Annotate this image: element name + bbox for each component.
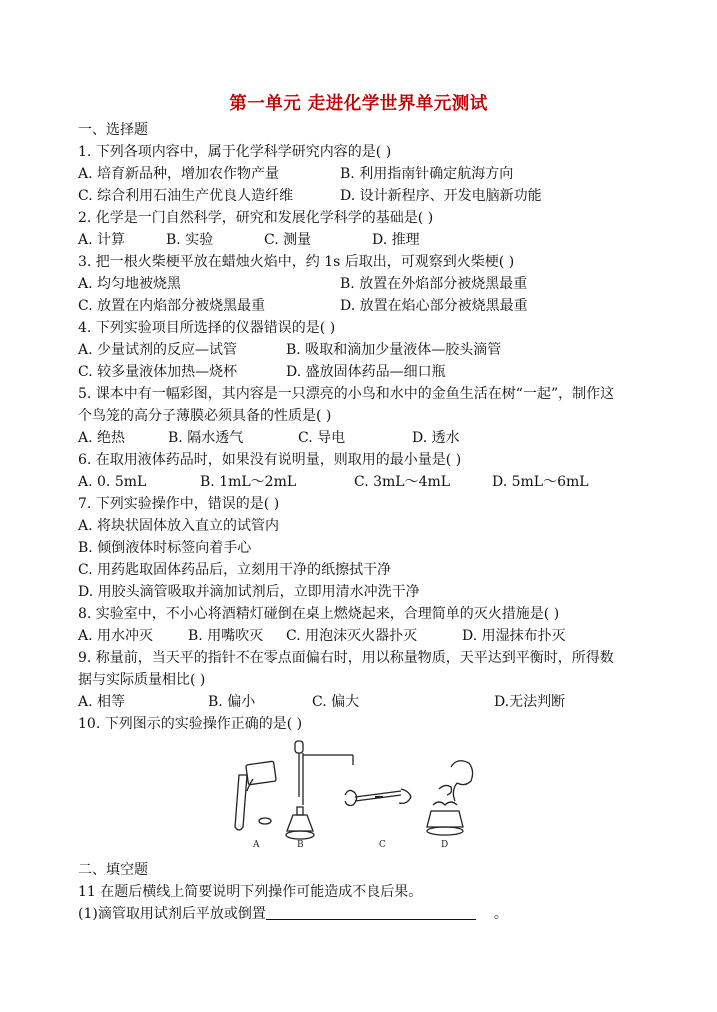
question-11-stem: 11 在题后横线上简要说明下列操作可能造成不良后果。 [78, 884, 423, 900]
q11-item-1-end: 。 [493, 906, 508, 922]
q3-option-b: B. 放置在外焰部分被烧黑最重 [340, 276, 528, 292]
q8-option-b: B. 用嘴吹灭 [188, 628, 264, 644]
q4-option-b: B. 吸取和滴加少量液体—胶头滴管 [286, 342, 502, 358]
q2-option-c: C. 测量 [264, 232, 312, 248]
question-4-stem: 4. 下列实验项目所选择的仪器错误的是( ) [78, 320, 336, 336]
answer-blank[interactable] [266, 905, 476, 920]
figure-label-b: B [297, 840, 304, 850]
question-4-options-row1 [78, 340, 638, 360]
q7-option-c: C. 用药匙取固体药品后，立刻用干净的纸擦拭干净 [78, 562, 392, 578]
figure-d-smelling-illustration [427, 761, 473, 835]
figure-label-d: D [441, 840, 449, 850]
q1-option-b: B. 利用指南针确定航海方向 [340, 166, 514, 182]
q6-option-b: B. 1mL～2mL [200, 474, 297, 490]
q7-option-a: A. 将块状固体放入直立的试管内 [78, 518, 280, 534]
question-2-options [78, 230, 638, 250]
q4-option-d: D. 盛放固体药品—细口瓶 [286, 364, 446, 380]
question-9-options [78, 692, 638, 712]
section-heading-choice: 一、选择题 [78, 122, 148, 138]
question-5-options [78, 428, 638, 448]
q5-option-c: C. 导电 [298, 430, 346, 446]
question-7-stem: 7. 下列实验操作中，错误的是( ) [78, 496, 280, 512]
q9-option-d: D.无法判断 [494, 694, 566, 710]
question-5-stem-line2: 个鸟笼的高分子薄膜必须具备的性质是( ) [78, 408, 332, 424]
q8-option-d: D. 用湿抹布扑灭 [462, 628, 566, 644]
q5-option-d: D. 透水 [412, 430, 460, 446]
question-6-stem: 6. 在取用液体药品时，如果没有说明量，则取用的最小量是( ) [78, 452, 462, 468]
lab-illustration [225, 735, 485, 855]
q6-option-c: C. 3mL～4mL [354, 474, 451, 490]
q7-option-b: B. 倾倒液体时标签向着手心 [78, 540, 252, 556]
q4-option-c: C. 较多量液体加热—烧杯 [78, 364, 238, 380]
figure-b-dropper-illustration [286, 741, 353, 839]
q6-option-d: D. 5mL～6mL [492, 474, 589, 490]
q9-option-b: B. 偏小 [208, 694, 256, 710]
q1-option-d: D. 设计新程序、开发电脑新功能 [340, 188, 542, 204]
question-3-options-row1 [78, 274, 638, 294]
q3-option-c: C. 放置在内焰部分被烧黑最重 [78, 298, 266, 314]
q8-option-c: C. 用泡沫灭火器扑灭 [286, 628, 418, 644]
q1-option-c: C. 综合利用石油生产优良人造纤维 [78, 188, 294, 204]
q4-option-a: A. 少量试剂的反应—试管 [78, 342, 238, 358]
question-3-options-row2 [78, 296, 638, 316]
question-8-options [78, 626, 638, 646]
q2-option-d: D. 推理 [372, 232, 420, 248]
q5-option-a: A. 绝热 [78, 430, 126, 446]
q8-option-a: A. 用水冲灭 [78, 628, 154, 644]
q11-item-1-text: (1)滴管取用试剂后平放或倒置 [78, 906, 266, 922]
figure-label-c: C [379, 840, 386, 850]
experiment-operations-figure [225, 735, 485, 855]
question-1-options-row1 [78, 164, 638, 184]
question-3-stem: 3. 把一根火柴梗平放在蜡烛火焰中，约 1s 后取出，可观察到火柴梗( ) [78, 254, 515, 270]
question-9-stem-line2: 据与实际质量相比( ) [78, 672, 206, 688]
q3-option-d: D. 放置在焰心部分被烧黑最重 [340, 298, 528, 314]
question-4-options-row2 [78, 362, 638, 382]
q3-option-a: A. 均匀地被烧黑 [78, 276, 182, 292]
question-1-options-row2 [78, 186, 638, 206]
q9-option-c: C. 偏大 [312, 694, 360, 710]
q2-option-b: B. 实验 [166, 232, 214, 248]
question-1-stem: 1. 下列各项内容中，属于化学科学研究内容的是( ) [78, 144, 392, 160]
question-11-item-1 [78, 904, 508, 924]
q2-option-a: A. 计算 [78, 232, 126, 248]
figure-label-a: A [253, 840, 260, 850]
q6-option-a: A. 0. 5mL [78, 474, 147, 490]
page-title: 第一单元 走进化学世界单元测试 [229, 94, 488, 114]
q5-option-b: B. 隔水透气 [168, 430, 244, 446]
question-5-stem-line1: 5. 课本中有一幅彩图，其内容是一只漂亮的小鸟和水中的金鱼生活在树“一起”，制作这 [78, 386, 615, 402]
question-10-stem: 10. 下列图示的实验操作正确的是( ) [78, 716, 303, 732]
section-heading-fill: 二、填空题 [78, 862, 148, 878]
question-2-stem: 2. 化学是一门自然科学，研究和发展化学科学的基础是( ) [78, 210, 434, 226]
q7-option-d: D. 用胶头滴管吸取并滴加试剂后，立即用清水冲洗干净 [78, 584, 420, 600]
q1-option-a: A. 培育新品种，增加农作物产量 [78, 166, 280, 182]
question-8-stem: 8. 实验室中，不小心将酒精灯碰倒在桌上燃烧起来，合理简单的灭火措施是( ) [78, 606, 560, 622]
question-6-options [78, 472, 638, 492]
q9-option-a: A. 相等 [78, 694, 126, 710]
question-9-stem-line1: 9. 称量前，当天平的指针不在零点面偏右时，用以称量物质，天平达到平衡时，所得数 [78, 650, 614, 666]
figure-c-hands-illustration [345, 789, 411, 806]
figure-a-pouring-illustration [235, 761, 276, 830]
